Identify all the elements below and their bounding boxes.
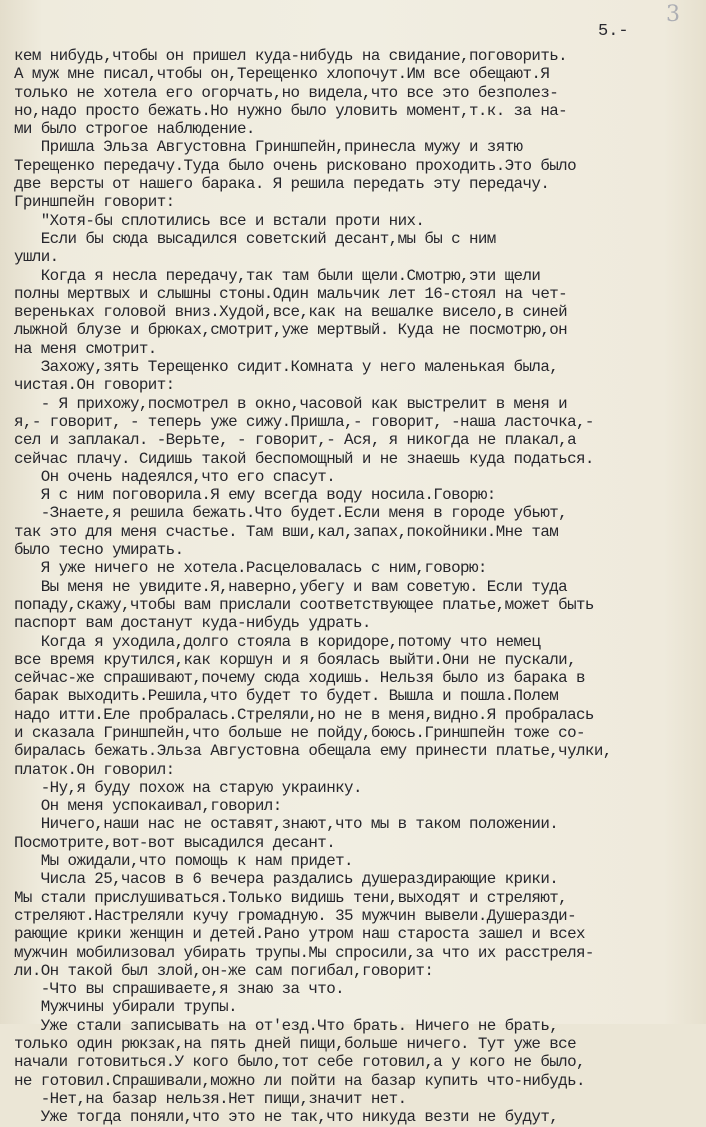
text-line: барак выходить.Решила,что будет то будет. Вышла и пошла.Полем [14,687,559,706]
text-line: биралась бежать.Эльза Августовна обещала ему принести платье,чулки, [14,742,612,761]
text-line: сейчас-же спрашивают,почему сюда ходишь. Нельзя было из барака в [14,669,585,688]
text-line: Мы ожидали,что помощь к нам придет. [14,852,353,871]
text-line: Пришла Эльза Августовна Гриншпейн,принесла мужу и зятю [14,138,523,157]
text-line: лыжной блузе и брюках,смотрит,уже мертвый. Куда не посмотрю,он [14,321,568,340]
text-line: Когда я уходила,долго стояла в коридоре,потому что немец [14,632,541,651]
text-line: не готовил.Спрашивали,можно ли пойти на базар купить что-нибудь. [14,1071,585,1090]
text-line: Я уже ничего не хотела.Расцеловалась с ним,говорю: [14,559,487,578]
text-line: стреляют.Настреляли кучу громадную. 35 мужчин вывели.Душеразди- [14,906,577,925]
text-line: я,- говорит, - теперь уже сижу.Пришла,- говорит, -наша ласточка,- [14,412,594,431]
text-line: вереньках головой вниз.Худой,все,как на вешалке висело,в синей [14,303,568,322]
text-line: все время крутился,как коршун и я боялась выйти.Они не пускали, [14,650,577,669]
text-line: "Хотя-бы сплотились все и встали проти них. [14,211,425,230]
text-line: попаду,скажу,чтобы вам прислали соответствующее платье,может быть [14,595,594,614]
text-line: Он очень надеялся,что его спасут. [14,467,336,486]
text-line: Гриншпейн говорит: [14,193,175,212]
text-line: ми было строгое наблюдение. [14,120,255,139]
text-line: - Я прихожу,посмотрел в окно,часовой как выстрелит в меня и [14,394,568,413]
text-line: ушли. [14,248,59,267]
text-line: на меня смотрит. [14,339,157,358]
text-line: рающие крики женщин и детей.Рано утром наш староста зашел и всех [14,925,585,944]
text-line: но,надо просто бежать.Но нужно было уловить момент,т.к. за на- [14,101,568,120]
text-line: Вы меня не увидите.Я,наверно,убегу и вам советую. Если туда [14,577,568,596]
text-line: Терещенко передачу.Туда было очень рисковано проходить.Это было [14,156,577,175]
text-line: -Что вы спрашиваете,я знаю за что. [14,980,345,999]
text-line: Когда я несла передачу,так там были щели.Смотрю,эти щели [14,266,541,285]
text-line: Посмотрите,вот-вот высадился десант. [14,833,336,852]
text-line: надо итти.Еле пробралась.Стреляли,но не в меня,видно.Я пробралась [14,705,594,724]
text-line: А муж мне писал,чтобы он,Терещенко хлопочут.Им все обещают.Я [14,65,550,84]
text-line: платок.Он говорил: [14,760,175,779]
text-line: только не хотела его огорчать,но видела,что все это безполез- [14,83,559,102]
text-line: Уже стали записывать на от'езд.Что брать. Ничего не брать, [14,1016,559,1035]
text-line: Числа 25,часов в 6 вечера раздались душераздирающие крики. [14,870,559,889]
text-line: мужчин мобилизовал убирать трупы.Мы спросили,за что их расстреля- [14,943,594,962]
text-line: -Нет,на базар нельзя.Нет пищи,значит нет. [14,1089,407,1108]
text-line: полны мертвых и слышны стоны.Один мальчик лет 16-стоял на чет- [14,284,568,303]
text-line: Уже тогда поняли,что это не так,что никуда везти не будут, [14,1108,559,1127]
text-line: Если бы сюда высадился советский десант,мы бы с ним [14,229,496,248]
text-line: Мы стали прислушиваться.Только видишь тени,выходят и стреляют, [14,888,568,907]
text-line: только один рюкзак,на пять дней пищи,больше ничего. Тут уже все [14,1035,577,1054]
text-line: -Ну,я буду похож на старую украинку. [14,778,362,797]
typed-text-body [14,47,704,1127]
text-line: так это для меня счастье. Там вши,кал,запах,покойники.Мне там [14,522,559,541]
text-line: сейчас плачу. Сидишь такой беспомощный и не знаешь куда податься. [14,449,594,468]
text-line: начали готовиться.У кого было,тот себе готовил,а у кого не было, [14,1053,585,1072]
text-line: Мужчины убирали трупы. [14,998,238,1017]
text-line: две версты от нашего барака. Я решила передать эту передачу. [14,175,550,194]
text-line: ли.Он такой был злой,он-же сам погибал,говорит: [14,961,434,980]
text-line: Ничего,наши нас не оставят,знают,что мы в таком положении. [14,815,559,834]
text-line: Захожу,зять Терещенко сидит.Комната у него маленькая была, [14,358,559,377]
text-line: чистая.Он говорит: [14,376,175,395]
pencil-page-mark: 3 [666,2,680,27]
text-line: сел и заплакал. -Верьте, - говорит,- Ася, я никогда не плакал,а [14,431,577,450]
text-line: кем нибудь,чтобы он пришел куда-нибудь на свидание,поговорить. [14,47,568,65]
page-number: 5.- [598,22,629,41]
text-line: -Знаете,я решила бежать.Что будет.Если меня в городе убьют, [14,504,568,523]
text-line: и сказала Гриншпейн,что больше не пойду,боюсь.Гриншпейн тоже со- [14,723,585,742]
text-line: Он меня успокаивал,говорил: [14,797,282,816]
text-line: паспорт вам достанут куда-нибудь удрать. [14,614,371,633]
text-line: было тесно умирать. [14,541,184,560]
text-line: Я с ним поговорила.Я ему всегда воду носила.Говорю: [14,486,496,505]
